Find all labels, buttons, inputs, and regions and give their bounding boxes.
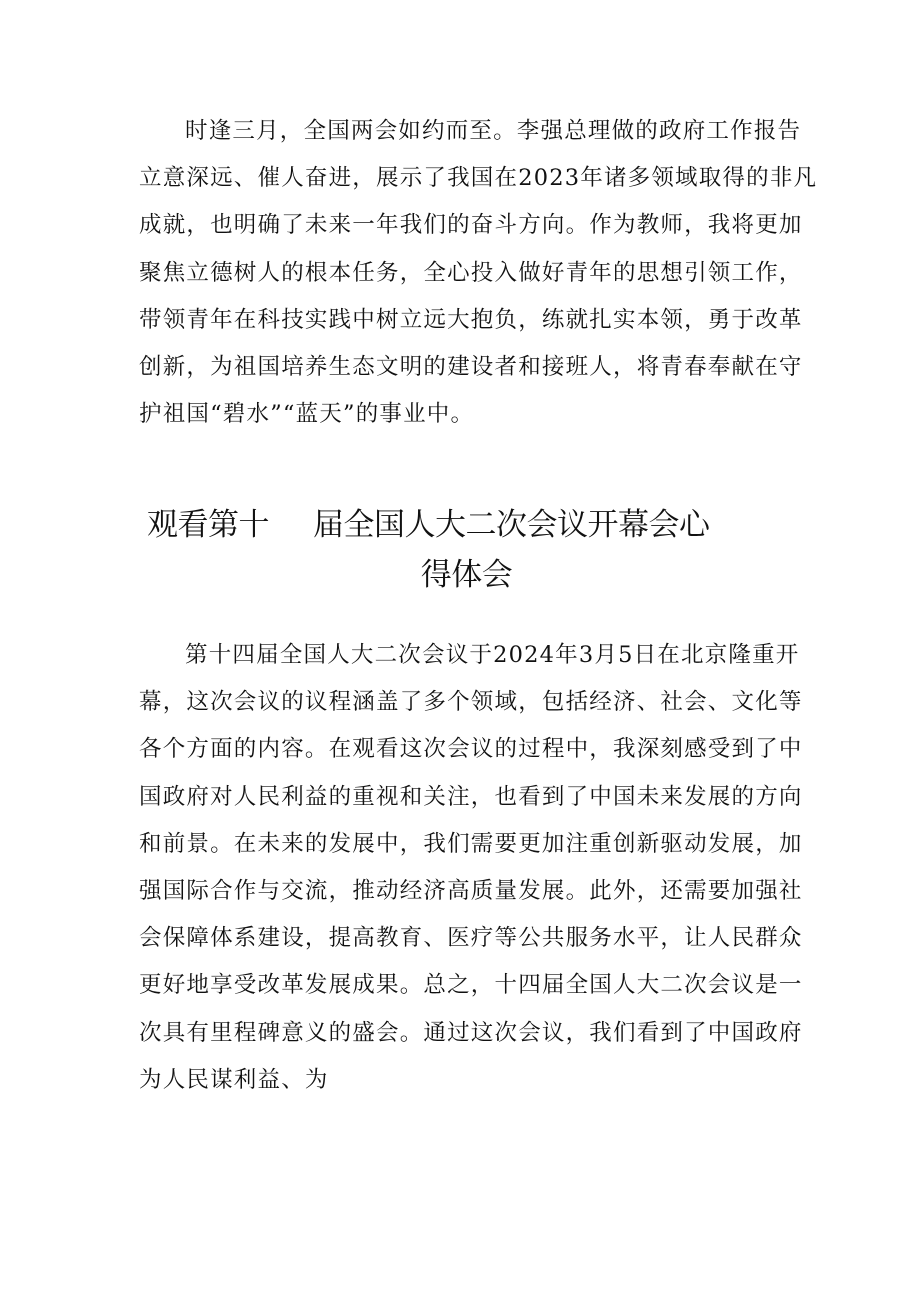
paragraph-line: 强国际合作与交流，推动经济高质量发展。此外，还需要加强社 xyxy=(139,877,803,904)
paragraph-line: 聚焦立德树人的根本任务，全心投入做好青年的思想引领工作， xyxy=(139,259,803,286)
title-part-1: 观看第十 xyxy=(147,507,269,543)
paragraph-line: 创新，为祖国培养生态文明的建设者和接班人，将青春奉献在守 xyxy=(139,353,803,380)
title-line-1 xyxy=(140,500,780,550)
title-part-2: 届全国人大二次会议开幕会心 xyxy=(313,507,710,543)
body-paragraph xyxy=(139,632,803,1104)
title-line-2: 得体会 xyxy=(420,557,513,593)
paragraph-line: 带领青年在科技实践中树立远大抱负，练就扎实本领，勇于改革 xyxy=(139,306,803,333)
intro-paragraph xyxy=(139,108,818,438)
paragraph-line: 为人民谋利益、为 xyxy=(139,1066,329,1093)
paragraph-line: 时逢三月，全国两会如约而至。李强总理做的政府工作报告 xyxy=(185,118,802,144)
paragraph-line: 国政府对人民利益的重视和关注，也看到了中国未来发展的方向 xyxy=(139,783,803,810)
paragraph-line: 次具有里程碑意义的盛会。通过这次会议，我们看到了中国政府 xyxy=(139,1019,803,1046)
paragraph-line: 更好地享受改革发展成果。总之，十四届全国人大二次会议是一 xyxy=(139,972,803,999)
paragraph-line: 立意深远、催人奋进，展示了我国在2023年诸多领域取得的非凡 xyxy=(139,165,818,192)
paragraph-line: 成就，也明确了未来一年我们的奋斗方向。作为教师，我将更加 xyxy=(139,212,803,239)
paragraph-line: 会保障体系建设，提高教育、医疗等公共服务水平，让人民群众 xyxy=(139,925,803,952)
paragraph-line: 第十四届全国人大二次会议于2024年3月5日在北京隆重开 xyxy=(185,642,800,668)
paragraph-line: 和前景。在未来的发展中，我们需要更加注重创新驱动发展，加 xyxy=(139,830,803,857)
article-title xyxy=(140,500,780,600)
paragraph-line: 护祖国“碧水”“蓝天”的事业中。 xyxy=(139,401,475,428)
paragraph-line: 各个方面的内容。在观看这次会议的过程中，我深刻感受到了中 xyxy=(139,736,803,763)
paragraph-line: 幕，这次会议的议程涵盖了多个领域，包括经济、社会、文化等 xyxy=(139,689,803,716)
